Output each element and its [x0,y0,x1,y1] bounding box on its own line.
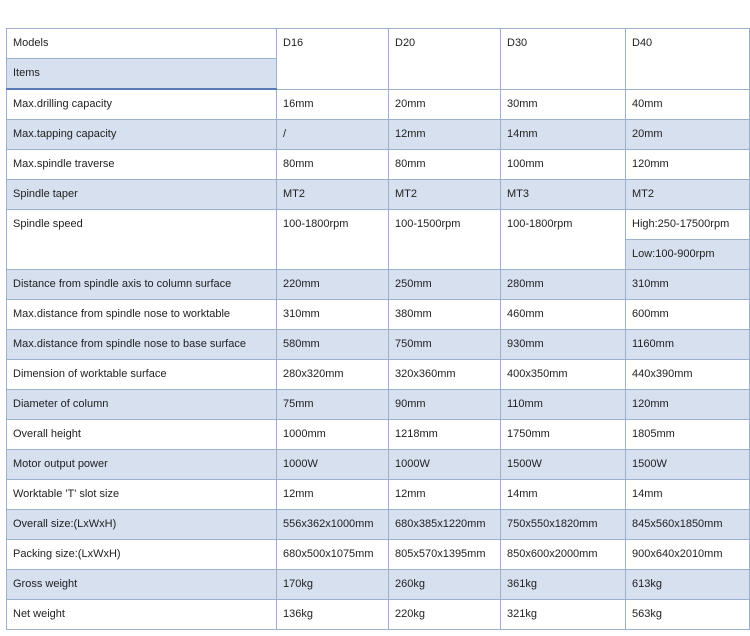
row-value: 805x570x1395mm [389,540,501,570]
row-value: 680x385x1220mm [389,510,501,540]
row-label: Diameter of column [7,390,277,420]
row-value: 136kg [277,600,389,630]
row-value: 75mm [277,390,389,420]
header-row [7,29,750,59]
row-value: High:250-17500rpm [626,210,750,240]
row-label: Spindle speed [7,210,277,270]
row-value: 280x320mm [277,360,389,390]
row-label: Spindle taper [7,180,277,210]
table-row [7,360,750,390]
row-value: 850x600x2000mm [501,540,626,570]
row-value: 321kg [501,600,626,630]
row-label: Gross weight [7,570,277,600]
model-header: D20 [389,29,501,90]
row-value: 220kg [389,600,501,630]
row-value: 680x500x1075mm [277,540,389,570]
row-value: 30mm [501,89,626,120]
row-value: 1000W [277,450,389,480]
row-value: 900x640x2010mm [626,540,750,570]
row-value: 120mm [626,150,750,180]
row-label: Max.distance from spindle nose to base surface [7,330,277,360]
row-value: 12mm [277,480,389,510]
row-value: 220mm [277,270,389,300]
row-value: 170kg [277,570,389,600]
table-row [7,540,750,570]
row-label: Worktable 'T' slot size [7,480,277,510]
row-value: 100-1500rpm [389,210,501,270]
row-value: 14mm [501,120,626,150]
table-row [7,300,750,330]
row-value: 250mm [389,270,501,300]
row-value: 1160mm [626,330,750,360]
row-label: Dimension of worktable surface [7,360,277,390]
table-row [7,570,750,600]
row-value: 14mm [501,480,626,510]
row-label: Distance from spindle axis to column surface [7,270,277,300]
row-value: 110mm [501,390,626,420]
row-value: 120mm [626,390,750,420]
row-value: 90mm [389,390,501,420]
row-value: 845x560x1850mm [626,510,750,540]
row-label: Max.tapping capacity [7,120,277,150]
model-header: D16 [277,29,389,90]
row-value: 310mm [277,300,389,330]
row-value: 16mm [277,89,389,120]
row-value: 100mm [501,150,626,180]
row-value: 1750mm [501,420,626,450]
row-value: 580mm [277,330,389,360]
spec-table [6,28,750,630]
row-value: MT2 [626,180,750,210]
row-value: 1218mm [389,420,501,450]
row-value: 14mm [626,480,750,510]
row-value: / [277,120,389,150]
row-value: 440x390mm [626,360,750,390]
row-value: 556x362x1000mm [277,510,389,540]
table-row [7,450,750,480]
table-row [7,480,750,510]
row-label: Overall height [7,420,277,450]
row-label: Net weight [7,600,277,630]
items-header: Items [7,59,277,90]
table-row [7,390,750,420]
row-value: 100-1800rpm [277,210,389,270]
row-label: Motor output power [7,450,277,480]
row-value: MT2 [389,180,501,210]
row-value: 1805mm [626,420,750,450]
row-label: Overall size:(LxWxH) [7,510,277,540]
table-row [7,600,750,630]
row-value: 12mm [389,480,501,510]
row-value: 100-1800rpm [501,210,626,270]
row-value: 563kg [626,600,750,630]
row-value: 380mm [389,300,501,330]
table-row [7,89,750,120]
row-value-extra: Low:100-900rpm [626,240,750,270]
row-value: 600mm [626,300,750,330]
row-value: 1000mm [277,420,389,450]
row-value: 80mm [277,150,389,180]
row-value: 613kg [626,570,750,600]
row-value: 280mm [501,270,626,300]
table-row [7,420,750,450]
row-label: Max.spindle traverse [7,150,277,180]
table-row [7,180,750,210]
table-row [7,210,750,240]
row-value: 310mm [626,270,750,300]
table-row [7,120,750,150]
row-label: Packing size:(LxWxH) [7,540,277,570]
row-value: 260kg [389,570,501,600]
table-row [7,510,750,540]
row-value: 1000W [389,450,501,480]
table-row [7,270,750,300]
row-value: 80mm [389,150,501,180]
row-value: 40mm [626,89,750,120]
row-value: 20mm [626,120,750,150]
row-value: 1500W [626,450,750,480]
row-value: 320x360mm [389,360,501,390]
row-value: 750x550x1820mm [501,510,626,540]
table-row [7,330,750,360]
row-label: Max.distance from spindle nose to worktable [7,300,277,330]
models-header: Models [7,29,277,59]
table-row [7,150,750,180]
model-header: D40 [626,29,750,90]
row-value: 12mm [389,120,501,150]
row-value: MT3 [501,180,626,210]
row-value: 460mm [501,300,626,330]
row-value: 361kg [501,570,626,600]
row-value: 20mm [389,89,501,120]
model-header: D30 [501,29,626,90]
row-label: Max.drilling capacity [7,89,277,120]
row-value: 1500W [501,450,626,480]
row-value: MT2 [277,180,389,210]
row-value: 400x350mm [501,360,626,390]
row-value: 750mm [389,330,501,360]
row-value: 930mm [501,330,626,360]
